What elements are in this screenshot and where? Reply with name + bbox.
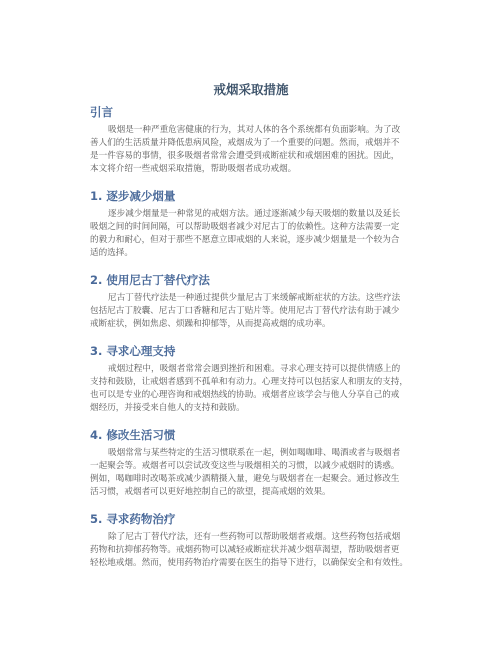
- paragraph-line: 也可以是专业的心理咨询和戒烟热线的协助。戒烟者应该学会与他人分享自己的戒: [90, 390, 400, 401]
- section-paragraph-intro: [90, 124, 420, 176]
- paragraph-line: 轻松地戒烟。然而，使用药物治疗需要在医生的指导下进行，以确保安全和有效性。: [90, 558, 408, 569]
- section-heading-3: 3. 寻求心理支持: [90, 344, 176, 358]
- section-paragraph-2: [90, 292, 420, 331]
- document-title: 戒烟采取措施: [213, 82, 289, 97]
- paragraph-line: 本文将介绍一些戒烟采取措施，帮助吸烟者成功戒烟。: [90, 164, 297, 175]
- section-heading-intro: 引言: [90, 105, 113, 119]
- paragraph-line: 逐步减少烟量是一种常见的戒烟方法。通过逐渐减少每天吸烟的数量以及延长: [108, 209, 401, 219]
- paragraph-line: 吸烟常常与某些特定的生活习惯联系在一起，例如喝咖啡、喝酒或者与吸烟者: [108, 448, 401, 458]
- paragraph-line: 例如，喝咖啡时改喝茶或减少酒精摄入量，避免与吸烟者在一起聚会。通过修改生: [90, 474, 400, 485]
- paragraph-line: 善人们的生活质量并降低患病风险，戒烟成为了一个重要的问题。然而，戒烟并不: [90, 138, 400, 149]
- section-paragraph-3: [90, 363, 420, 415]
- paragraph-line: 适的选择。: [90, 248, 133, 259]
- section-heading-2: 2. 使用尼古丁替代疗法: [90, 273, 210, 287]
- paragraph-line: 烟经历，并接受来自他人的支持和鼓励。: [90, 403, 245, 414]
- paragraph-line: 吸烟是一种严重危害健康的行为，其对人体的各个系统都有负面影响。为了改: [108, 125, 401, 135]
- section-heading-5: 5. 寻求药物治疗: [90, 512, 176, 526]
- paragraph-line: 是一件容易的事情，很多吸烟者常常会遭受到戒断症状和戒烟困难的困扰。因此，: [90, 151, 400, 162]
- section-paragraph-4: [90, 447, 420, 499]
- paragraph-line: 包括尼古丁胶囊、尼古丁口香糖和尼古丁贴片等。使用尼古丁替代疗法有助于减少: [90, 306, 400, 317]
- paragraph-line: 的毅力和耐心，但对于那些不愿意立即戒烟的人来说，逐步减少烟量是一个较为合: [90, 235, 400, 246]
- paragraph-line: 一起聚会等。戒烟者可以尝试改变这些与吸烟相关的习惯，以减少戒烟时的诱惑。: [90, 461, 400, 472]
- paragraph-line: 戒烟过程中，吸烟者常常会遇到挫折和困难。寻求心理支持可以提供情感上的: [108, 364, 401, 374]
- section-heading-4: 4. 修改生活习惯: [90, 428, 176, 442]
- section-heading-1: 1. 逐步减少烟量: [90, 189, 176, 203]
- section-paragraph-1: [90, 208, 420, 260]
- section-paragraph-5: [90, 531, 420, 570]
- paragraph-line: 尼古丁替代疗法是一种通过提供少量尼古丁来缓解戒断症状的方法。这些疗法: [108, 293, 401, 303]
- paragraph-line: 戒断症状，例如焦虑、烦躁和抑郁等，从而提高戒烟的成功率。: [90, 319, 331, 330]
- paragraph-line: 吸烟之间的时间间隔，可以帮助吸烟者减少对尼古丁的依赖性。这种方法需要一定: [90, 222, 400, 233]
- paragraph-line: 除了尼古丁替代疗法，还有一些药物可以帮助吸烟者戒烟。这些药物包括戒烟: [108, 532, 401, 542]
- paragraph-line: 支持和鼓励，让戒烟者感到不孤单和有动力。心理支持可以包括家人和朋友的支持，: [90, 377, 408, 388]
- paragraph-line: 药物和抗抑郁药物等。戒烟药物可以减轻戒断症状并减少烟草渴望，帮助吸烟者更: [90, 545, 400, 556]
- paragraph-line: 活习惯，戒烟者可以更好地控制自己的欲望，提高戒烟的效果。: [90, 487, 331, 498]
